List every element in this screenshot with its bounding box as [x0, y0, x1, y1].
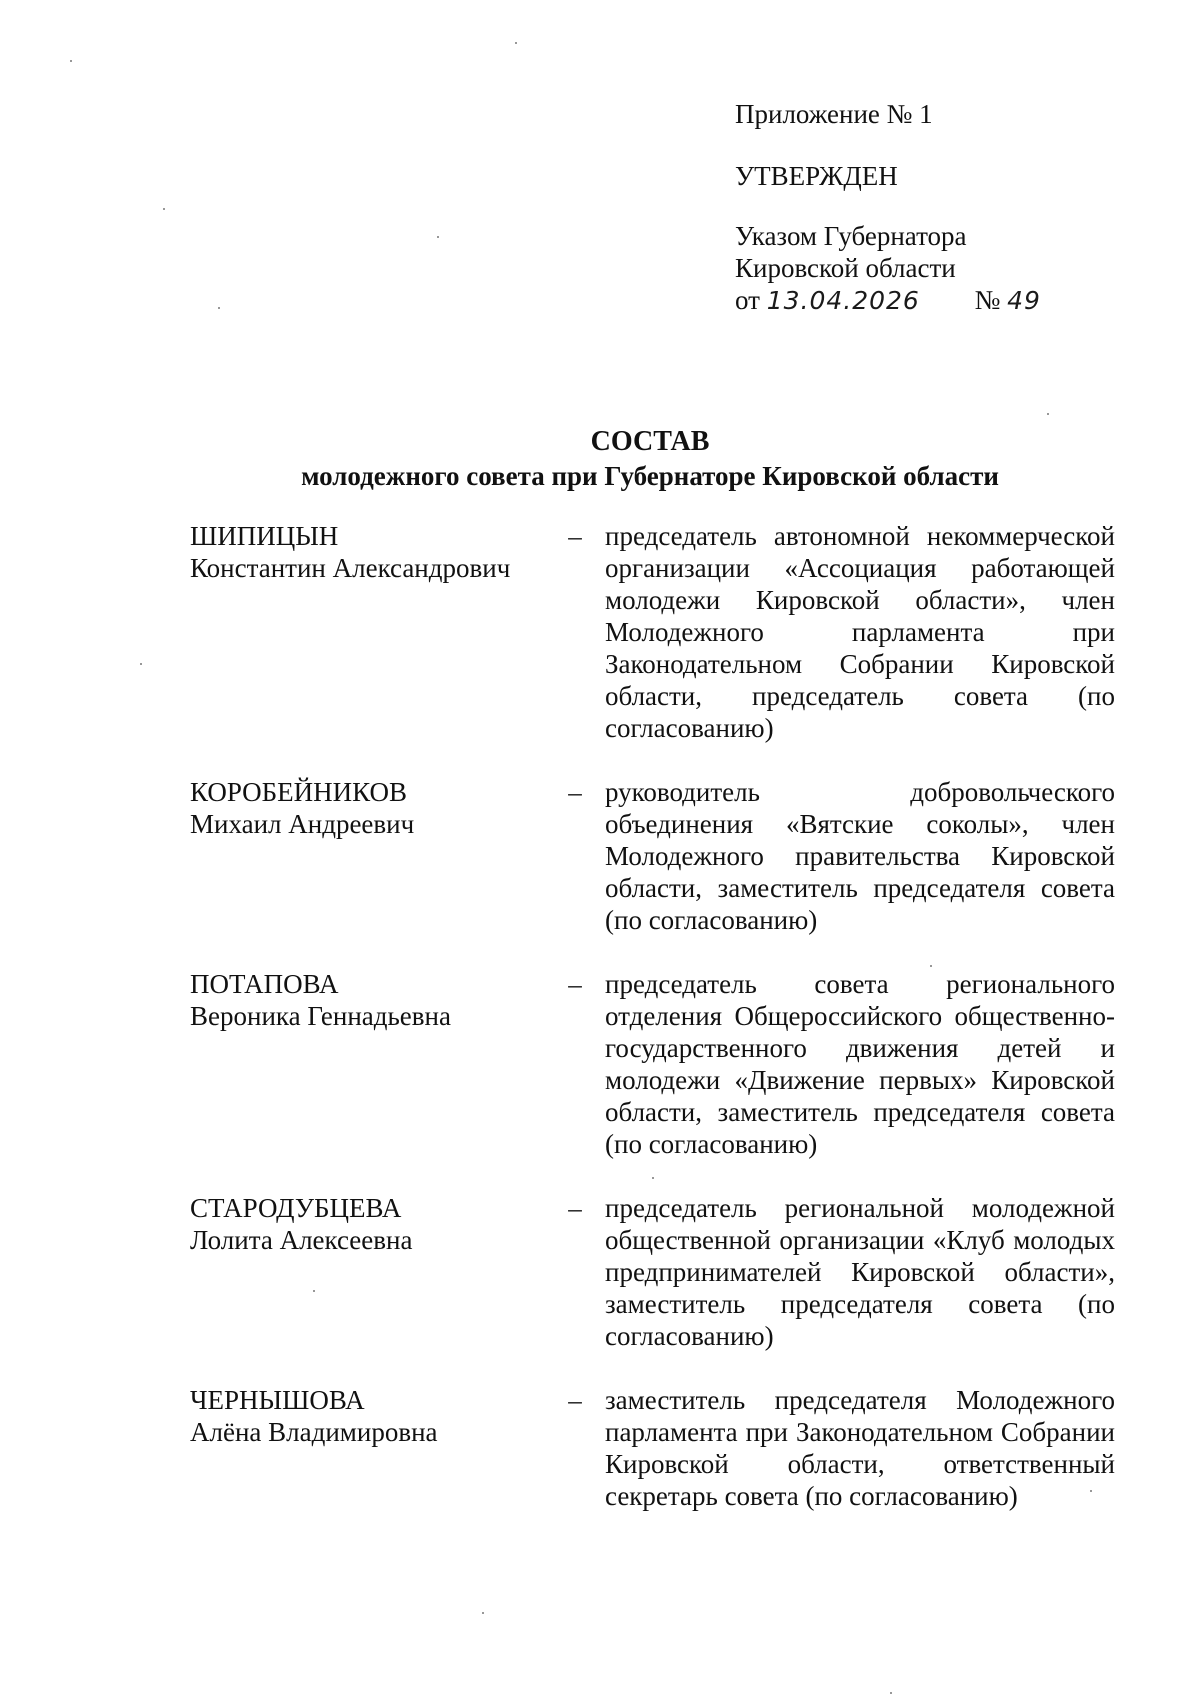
- member-name: [190, 1384, 550, 1448]
- date-prefix: от: [735, 285, 760, 315]
- member-description: председатель совета регионального отделения Общероссийского общественно-государственного движения детей и молодежи «Движение первых» Кировской области, заместитель председателя совета (по согласованию): [605, 969, 1115, 1159]
- title-main: СОСТАВ: [590, 426, 710, 457]
- scan-speck: [313, 1290, 315, 1292]
- member-dash: –: [568, 1385, 582, 1415]
- member-description: заместитель председателя Молодежного парламента при Законодательном Собрании Кировской области, ответственный секретарь совета (по согласованию): [605, 1385, 1115, 1511]
- scan-speck: [163, 208, 165, 210]
- member-row: [190, 1384, 1115, 1512]
- member-description: председатель региональной молодежной общественной организации «Клуб молодых предпринимателей Кировской области», заместитель председателя совета (по согласованию): [605, 1193, 1115, 1351]
- member-name: [190, 1192, 550, 1256]
- scan-speck: [930, 965, 932, 967]
- member-surname: СТАРОДУБЦЕВА: [190, 1193, 402, 1223]
- title-subtitle: молодежного совета при Губернаторе Кировской области: [301, 461, 999, 491]
- member-dash: –: [568, 969, 582, 999]
- member-name: [190, 520, 550, 584]
- member-dash: –: [568, 777, 582, 807]
- approval-block: [735, 98, 1041, 317]
- approved-label: УТВЕРЖДЕН: [735, 161, 898, 191]
- member-dash: –: [568, 1193, 582, 1223]
- scan-speck: [70, 60, 72, 62]
- member-name: [190, 968, 550, 1032]
- member-row: [190, 520, 1115, 744]
- decree-line-1: Указом Губернатора: [735, 221, 967, 251]
- member-description: председатель автономной некоммерческой организации «Ассоциация работающей молодежи Кировской области», член Молодежного парламента при Законодательном Собрании Кировской области, председатель совета (по согласованию): [605, 521, 1115, 743]
- scan-speck: [890, 1692, 892, 1694]
- member-given-names: Михаил Андреевич: [190, 809, 415, 839]
- member-surname: ШИПИЦЫН: [190, 521, 339, 551]
- scan-speck: [652, 1177, 654, 1179]
- scan-speck: [482, 1612, 484, 1614]
- member-given-names: Вероника Геннадьевна: [190, 1001, 451, 1031]
- appendix-label: Приложение № 1: [735, 99, 933, 129]
- member-row: [190, 776, 1115, 936]
- member-given-names: Лолита Алексеевна: [190, 1225, 413, 1255]
- scan-speck: [1047, 413, 1049, 415]
- handwritten-date: 13.04.2026: [766, 286, 920, 315]
- scan-speck: [1090, 1490, 1092, 1492]
- scan-speck: [140, 663, 142, 665]
- member-row: [190, 968, 1115, 1160]
- scan-speck: [437, 236, 439, 238]
- member-surname: КОРОБЕЙНИКОВ: [190, 777, 408, 807]
- member-given-names: Алёна Владимировна: [190, 1417, 438, 1447]
- member-description: руководитель добровольческого объединения «Вятские соколы», член Молодежного правительства Кировской области, заместитель председателя совета (по согласованию): [605, 777, 1115, 935]
- document-title: [0, 425, 1200, 493]
- decree-date-line: [735, 284, 1041, 317]
- member-dash: –: [568, 521, 582, 551]
- scan-speck: [218, 307, 220, 309]
- member-surname: ПОТАПОВА: [190, 969, 339, 999]
- member-surname: ЧЕРНЫШОВА: [190, 1385, 365, 1415]
- decree-line-2: Кировской области: [735, 253, 956, 283]
- number-prefix: №: [974, 285, 1001, 315]
- members-list: [190, 520, 1115, 1512]
- member-row: [190, 1192, 1115, 1352]
- scan-speck: [515, 42, 517, 44]
- member-name: [190, 776, 550, 840]
- handwritten-number: 49: [1007, 286, 1041, 315]
- member-given-names: Константин Александрович: [190, 553, 511, 583]
